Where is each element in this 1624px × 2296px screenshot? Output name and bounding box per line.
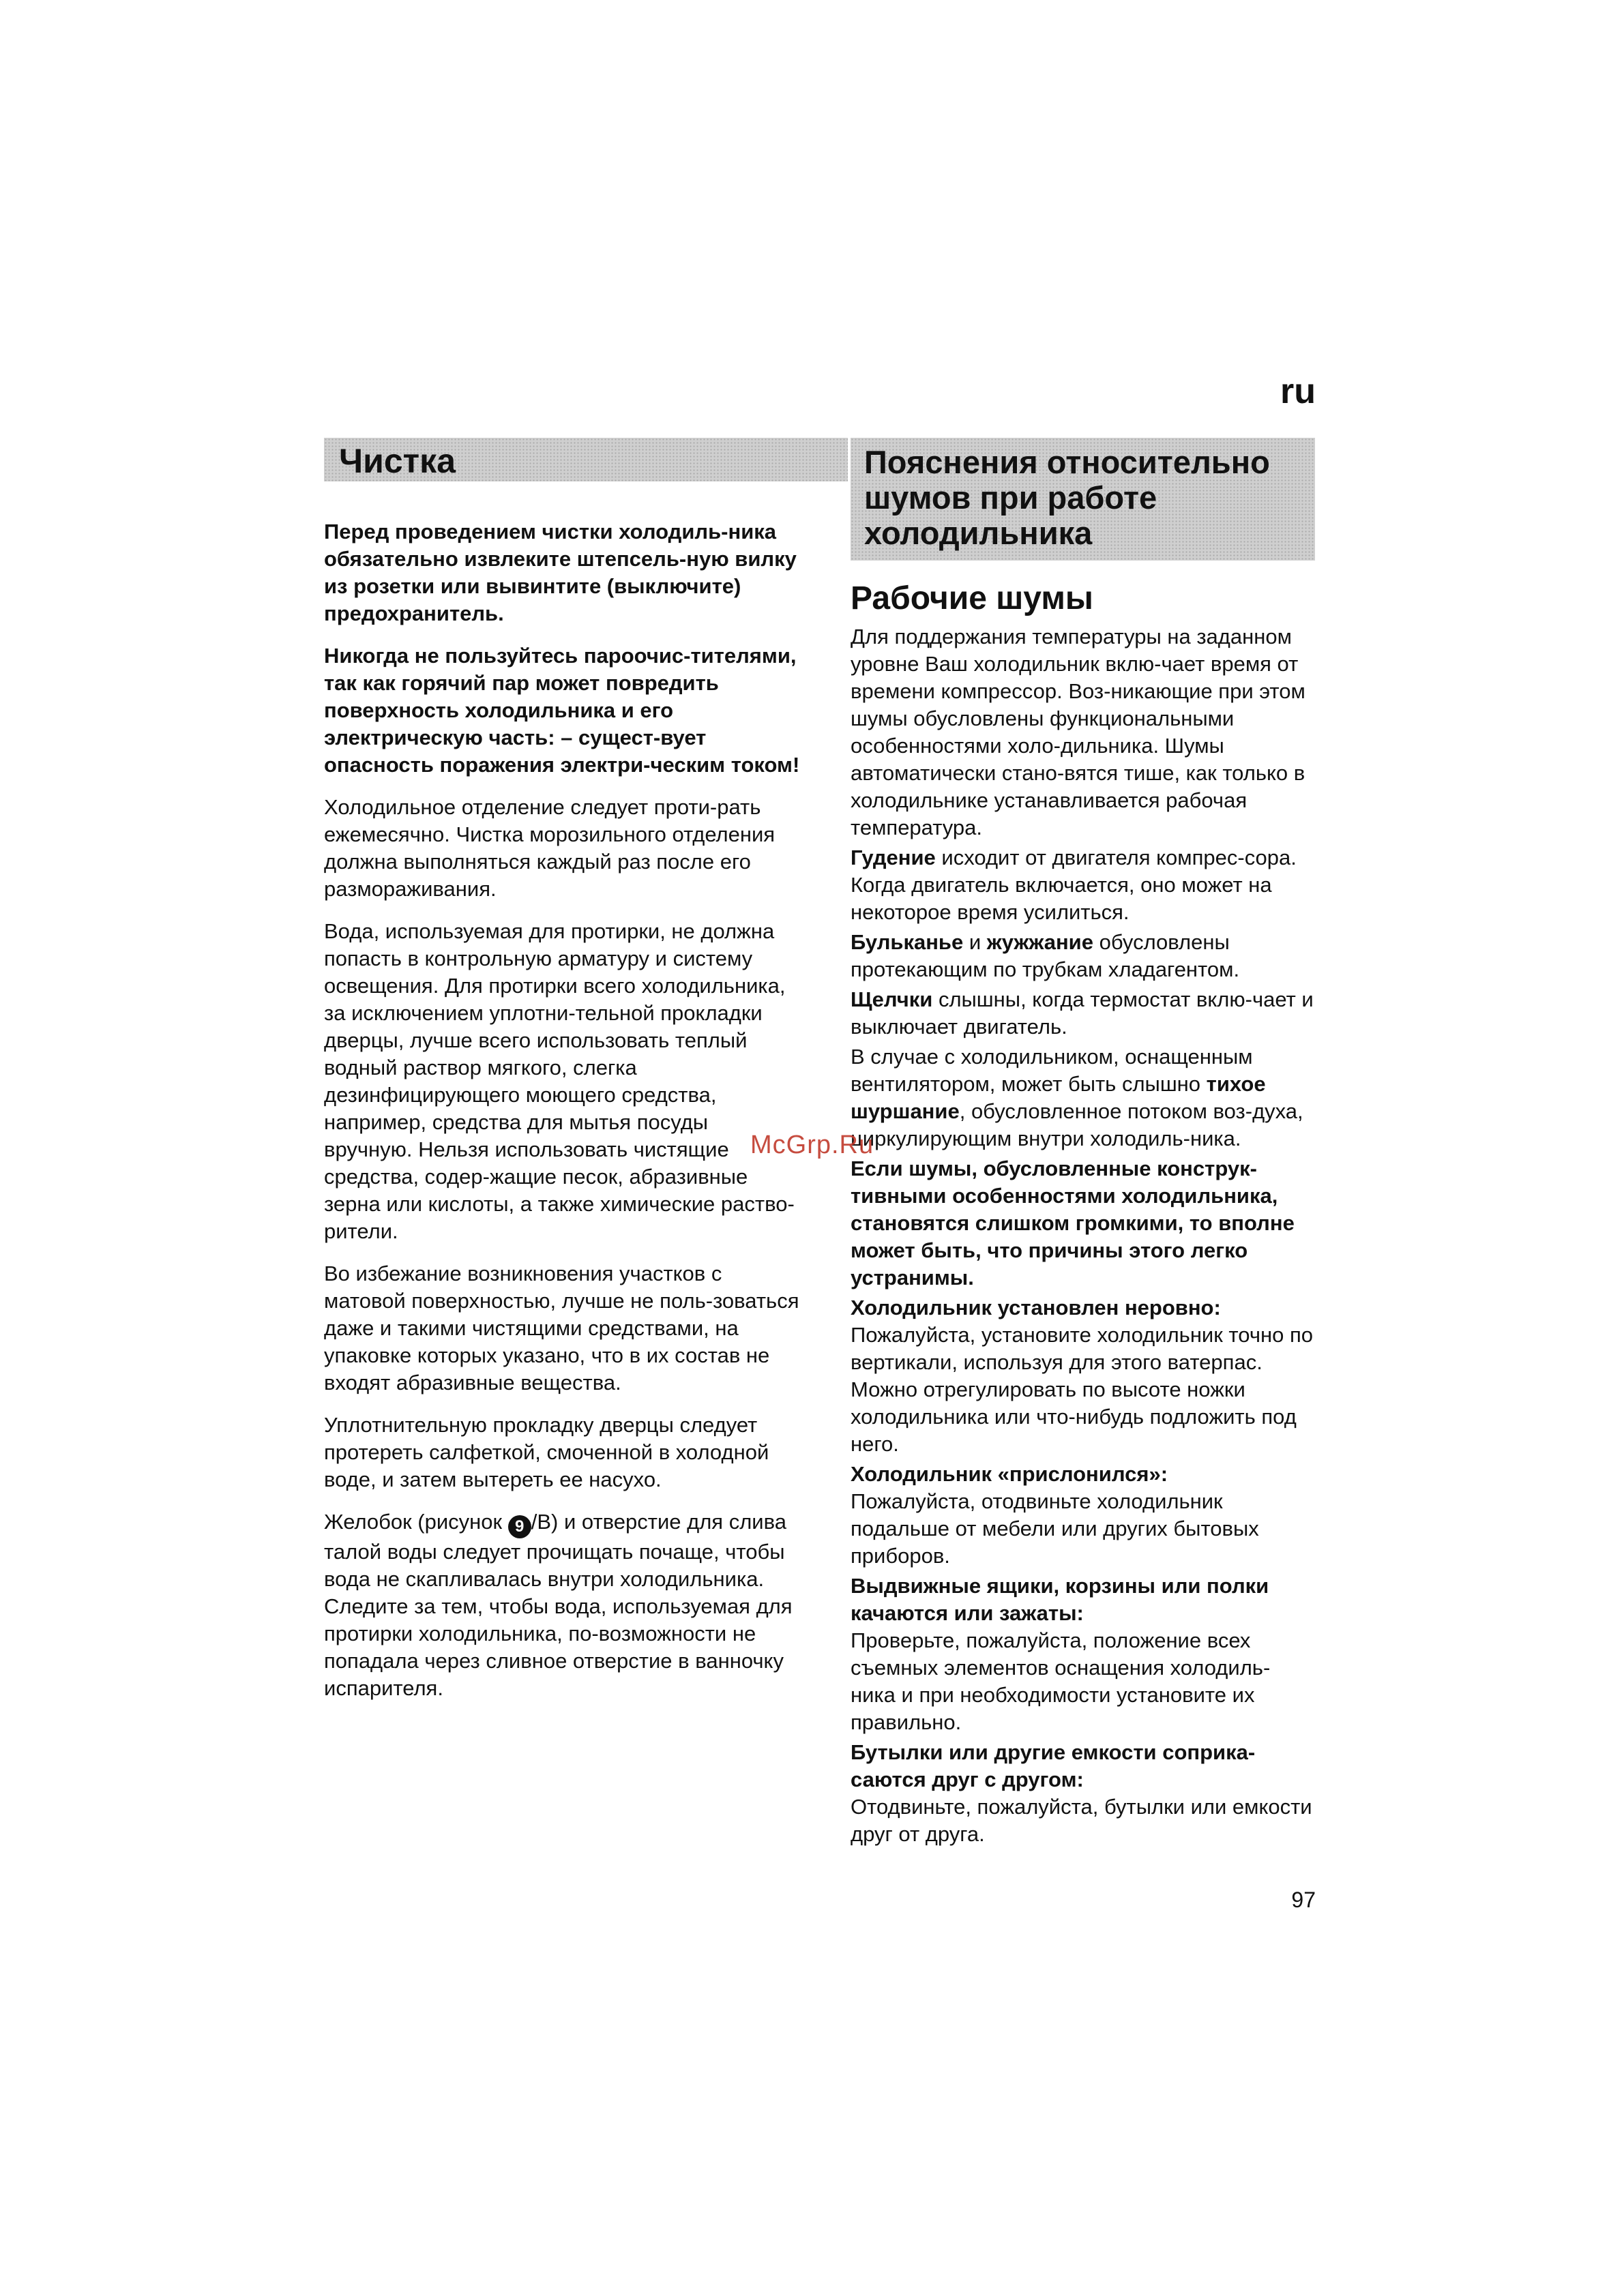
term-rustling: тихое шуршание xyxy=(851,1072,1266,1123)
term-humming: Гудение xyxy=(851,846,936,869)
gurgling-text: обусловлены протекающим по трубкам хладагентом. xyxy=(851,930,1240,981)
noise-paragraph-clicks xyxy=(851,986,1314,1041)
language-tag: ru xyxy=(1280,372,1316,411)
issue-text: Отодвиньте, пожалуйста, бутылки или емкости друг от друга. xyxy=(851,1795,1312,1846)
issue-item xyxy=(851,1572,1314,1736)
issue-heading: Выдвижные ящики, корзины или полки качаются или зажаты: xyxy=(851,1574,1269,1625)
cleaning-paragraph-matte: Во избежание возникновения участков с матовой поверхностью, лучше не поль-зоваться даже и такими чистящими средствами, на упаковке которых указано, что в их состав не входят абразивные вещества. xyxy=(324,1262,799,1395)
section-title-noises: Пояснения относительно шумов при работе холодильника xyxy=(851,438,1315,561)
cleaning-paragraph-drain xyxy=(324,1508,801,1702)
cleaning-paragraph-detergent: Вода, используемая для протирки, не должна попасть в контрольную арматуру и систему освещения. Для протирки всего холодильника, за исключением уплотни-тельной прокладки дверцы, лучше всего использовать теплый водный раствор мягкого, слегка дезинфицирующего моющего средства, например, средства для мытья посуды вручную. Нельзя использовать чистящие средства, содер-жащие песок, абразивные зерна или кислоты, а также химические раство-рители. xyxy=(324,919,795,1243)
issue-heading: Бутылки или другие емкости соприка-саются друг с другом: xyxy=(851,1740,1256,1791)
cleaning-paragraph-seal: Уплотнительную прокладку дверцы следует протереть салфеткой, смоченной в холодной воде, и затем вытереть ее насухо. xyxy=(324,1413,769,1491)
issue-heading: Холодильник установлен неровно: xyxy=(851,1296,1221,1320)
issue-item xyxy=(851,1461,1314,1570)
issue-text: Пожалуйста, отодвиньте холодильник подальше от мебели или других бытовых приборов. xyxy=(851,1489,1259,1568)
issue-item xyxy=(851,1294,1314,1458)
noise-paragraph-humming xyxy=(851,844,1314,926)
issue-heading: Холодильник «прислонился»: xyxy=(851,1462,1168,1486)
drain-text-end: /B) и отверстие для слива талой воды следует прочищать почаще, чтобы вода не скапливалась внутри холодильника. Следите за тем, чтобы вода, используемая для протирки холодильника, по-возможности не попадала через сливное отверстие в ванночку испарителя. xyxy=(324,1510,793,1700)
fan-text-start: В случае с холодильником, оснащенным вентилятором, может быть слышно xyxy=(851,1045,1253,1096)
humming-text: исходит от двигателя компрес-сора. Когда двигатель включается, оно может на некоторое время усилиться. xyxy=(851,846,1297,924)
issue-text: Проверьте, пожалуйста, положение всех съемных элементов оснащения холодиль-ника и при необходимости установите их правильно. xyxy=(851,1628,1271,1734)
left-column xyxy=(324,518,801,1717)
noise-paragraph-fan xyxy=(851,1043,1314,1152)
noise-warning: Если шумы, обусловленные конструк-тивными особенностями холодильника, становятся слишком громкими, то вполне может быть, что причины этого легко устранимы. xyxy=(851,1157,1295,1289)
drain-text-start: Желобок (рисунок xyxy=(324,1510,508,1534)
cleaning-paragraph-frequency: Холодильное отделение следует проти-рать ежемесячно. Чистка морозильного отделения должна выполняться каждый раз после его размораживания. xyxy=(324,795,776,901)
conjunction-text: и xyxy=(963,930,987,954)
watermark: McGrp.Ru xyxy=(750,1131,874,1159)
term-clicks: Щелчки xyxy=(851,987,933,1011)
right-column xyxy=(851,580,1314,1851)
issue-text: Пожалуйста, установите холодильник точно по вертикали, используя для этого ватерпас. Можно отрегулировать по высоте ножки холодильника или что-нибудь подложить под него. xyxy=(851,1323,1313,1456)
subtitle-operating-noises: Рабочие шумы xyxy=(851,580,1093,616)
clicks-text: слышны, когда термостат вклю-чает и выключает двигатель. xyxy=(851,987,1314,1039)
noise-paragraph-intro: Для поддержания температуры на заданном уровне Ваш холодильник вклю-чает время от времени компрессор. Воз-никающие при этом шумы обусловлены функциональными особенностями холо-дильника. Шумы автоматически стано-вятся тише, как только в холодильнике устанавливается рабочая температура. xyxy=(851,625,1305,839)
issue-item xyxy=(851,1739,1314,1848)
term-gurgling: Бульканье xyxy=(851,930,964,954)
noise-paragraph-gurgling xyxy=(851,929,1314,983)
figure-number-badge: 9 xyxy=(508,1515,531,1538)
fan-text-end: , обусловленное потоком воз-духа, циркулирующим внутри холодиль-ника. xyxy=(851,1099,1303,1150)
section-title-cleaning: Чистка xyxy=(324,438,848,481)
cleaning-warning-unplug: Перед проведением чистки холодиль-ника обязательно извлеките штепсель-ную вилку из розетки или вывинтите (выключите) предохранитель. xyxy=(324,520,797,625)
cleaning-warning-steam: Никогда не пользуйтесь пароочис-тителями, так как горячий пар может повредить поверхность холодильника и его электрическую часть: – сущест-вует опасность поражения электри-ческим током! xyxy=(324,644,800,777)
term-buzzing: жужжание xyxy=(986,930,1093,954)
page-number: 97 xyxy=(1291,1888,1316,1912)
